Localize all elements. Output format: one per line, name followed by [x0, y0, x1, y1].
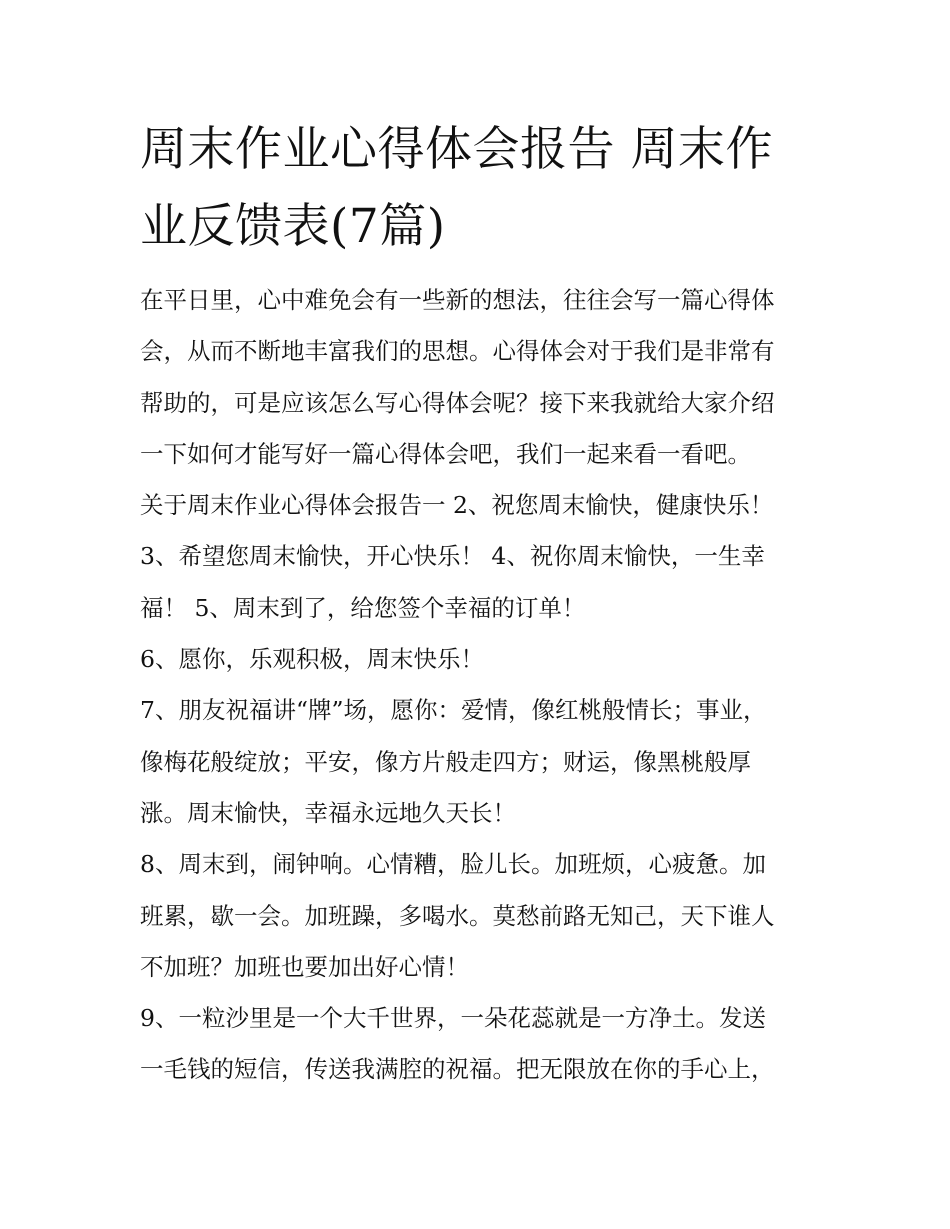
body-line: 8、周末到，闹钟响。心情糟，脸儿长。加班烦，心疲惫。加 — [140, 850, 766, 879]
body-line: 一毛钱的短信，传送我满腔的祝福。把无限放在你的手心上， — [140, 1055, 775, 1084]
body-line: 一下如何才能写好一篇心得体会吧，我们一起来看一看吧。 — [140, 439, 751, 468]
body-line: 不加班？加班也要加出好心情！ — [140, 952, 469, 981]
body-line: 7、朋友祝福讲“牌”场，愿你：爱情，像红桃般情长；事业， — [140, 696, 767, 725]
body-line: 像梅花般绽放；平安，像方片般走四方；财运，像黑桃般厚 — [140, 747, 751, 776]
document-title — [140, 111, 820, 265]
body-line: 福！ 5、周末到了，给您签个幸福的订单！ — [140, 593, 586, 622]
title-line: 业反馈表(7篇) — [140, 199, 446, 254]
body-line: 在平日里，心中难免会有一些新的想法，往往会写一篇心得体 — [140, 286, 775, 314]
title-line: 周末作业心得体会报告 周末作 — [140, 122, 773, 177]
body-line: 6、愿你，乐观积极，周末快乐！ — [140, 645, 484, 674]
body-line: 帮助的，可是应该怎么写心得体会呢？接下来我就给大家介绍 — [140, 388, 775, 417]
body-line: 关于周末作业心得体会报告一 2、祝您周末愉快，健康快乐！ — [140, 491, 774, 520]
body-line: 会，从而不断地丰富我们的思想。心得体会对于我们是非常有 — [140, 337, 775, 366]
document-body — [140, 275, 820, 1096]
body-line: 班累，歇一会。加班躁，多喝水。莫愁前路无知己，天下谁人 — [140, 901, 775, 930]
body-line: 3、希望您周末愉快，开心快乐！ 4、祝你周末愉快，一生幸 — [140, 542, 765, 571]
body-line: 9、一粒沙里是一个大千世界，一朵花蕊就是一方净土。发送 — [140, 1004, 766, 1033]
body-line: 涨。周末愉快，幸福永远地久天长！ — [140, 798, 516, 827]
